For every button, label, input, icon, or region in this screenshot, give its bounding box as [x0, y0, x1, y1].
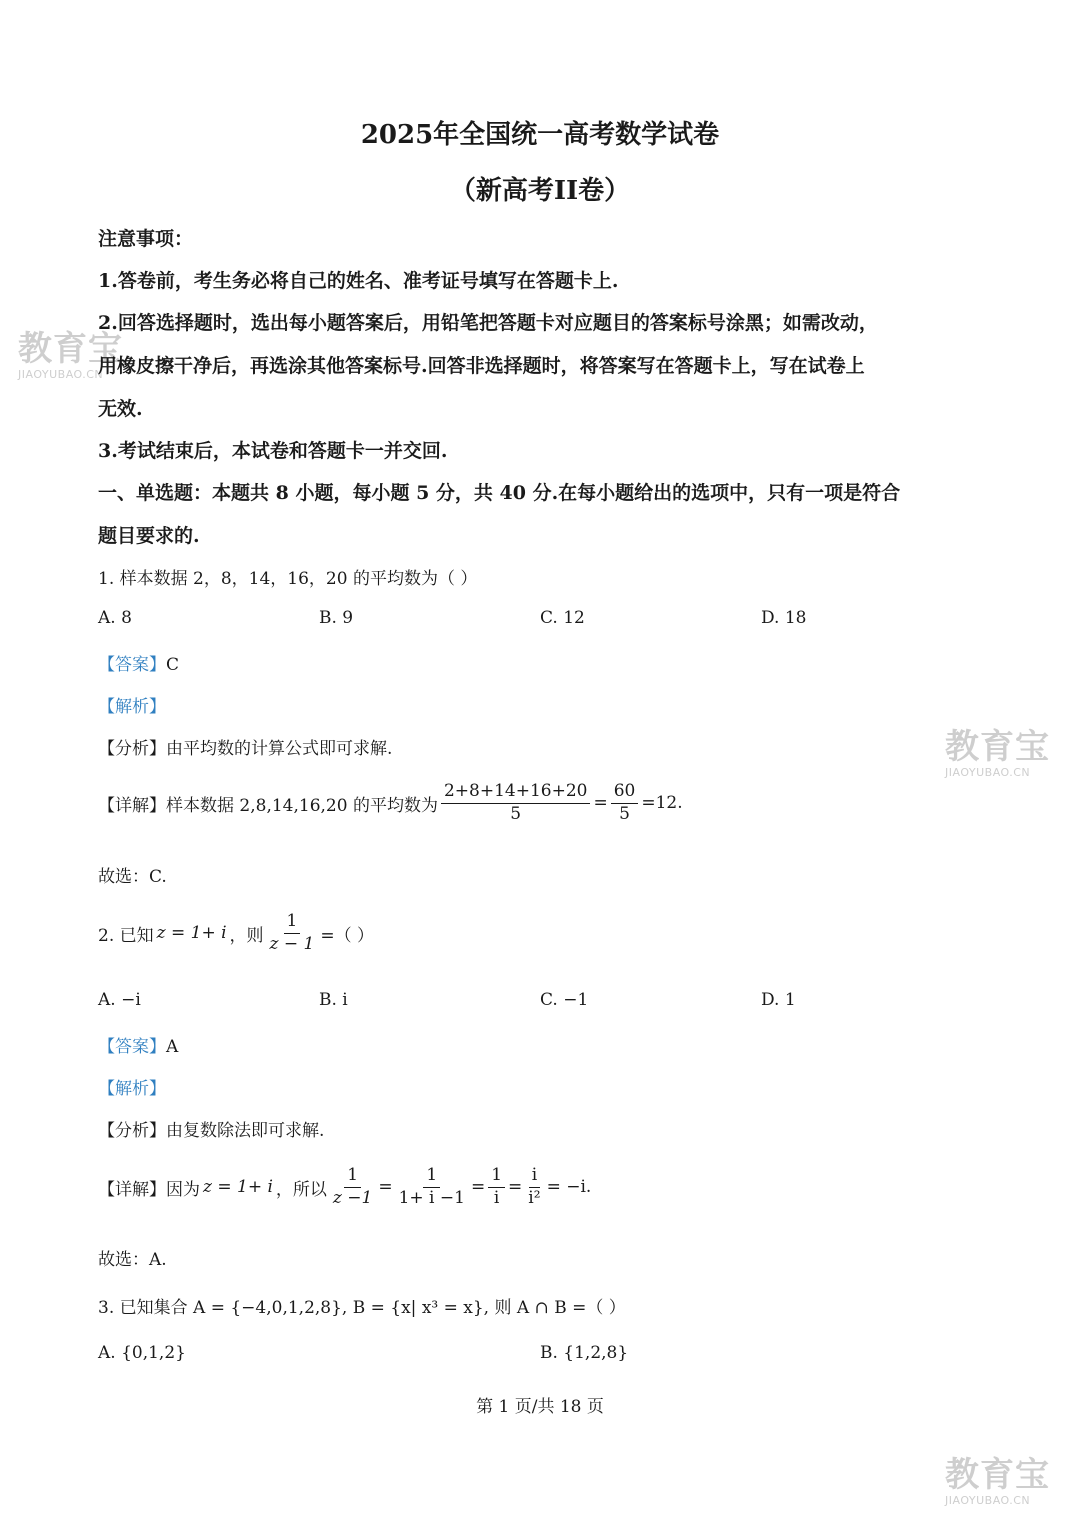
answer-value: C — [166, 655, 180, 675]
fraction-denominator: 1+ i −1 — [398, 1187, 465, 1208]
detail-z: z = 1+ i — [203, 1177, 273, 1198]
question-1-option-c: C. 12 — [540, 608, 585, 628]
question-1-analysis-tag: 【解析】 — [98, 697, 166, 717]
question-2-analysis-tag: 【解析】 — [98, 1079, 166, 1099]
question-1-fenxi: 【分析】由平均数的计算公式即可求解. — [98, 739, 393, 759]
question-1-answer — [98, 650, 179, 675]
question-1-option-d: D. 18 — [761, 608, 807, 628]
question-3-option-b: B. {1,2,8} — [540, 1343, 629, 1363]
fraction-denominator: i² — [528, 1187, 541, 1208]
fraction-sum — [441, 782, 591, 824]
watermark-main-text: 教育宝 — [18, 329, 123, 369]
detail-prefix: 【详解】因为 — [98, 1179, 200, 1200]
stem-prefix: 2. 已知 — [98, 925, 154, 946]
question-2-option-c: C. −1 — [540, 990, 589, 1010]
watermark-right-bottom — [945, 1455, 1050, 1507]
notice-item-2-line-2: 用橡皮擦干净后，再选涂其他答案标号.回答非选择题时，将答案写在答题卡上，写在试卷上 — [98, 355, 865, 377]
detail-result: = −i. — [546, 1177, 592, 1198]
fraction-total — [611, 782, 639, 824]
question-2-conclusion: 故选：A. — [98, 1250, 167, 1270]
answer-tag: 【答案】 — [98, 655, 166, 675]
question-2-option-a: A. −i — [98, 990, 141, 1010]
question-1-conclusion: 故选：C. — [98, 867, 167, 887]
fraction-numerator: 1 — [284, 912, 301, 934]
question-2-stem — [98, 912, 374, 954]
notice-item-3: 3.考试结束后，本试卷和答题卡一并交回. — [98, 440, 448, 462]
exam-subtitle: （新高考II卷） — [449, 176, 631, 206]
fraction-numerator: 1 — [344, 1166, 361, 1188]
watermark-right-middle — [945, 727, 1050, 779]
fraction-denominator: z − 1 — [269, 933, 315, 954]
detail-prefix: 【详解】样本数据 2,8,14,16,20 的平均数为 — [98, 795, 438, 816]
detail-mid: ，所以 — [275, 1179, 327, 1200]
watermark-main-text: 教育宝 — [945, 727, 1050, 767]
fraction-denominator: 5 — [619, 803, 630, 824]
notice-item-2-line-1: 2.回答选择题时，选出每小题答案后，用铅笔把答题卡对应题目的答案标号涂黑；如需改动， — [98, 312, 878, 334]
watermark-sub-text: JIAOYUBAO.CN — [18, 368, 104, 381]
stem-suffix: =（ ） — [320, 925, 375, 946]
watermark-sub-text: JIAOYUBAO.CN — [945, 766, 1031, 779]
page-number: 第 1 页/共 18 页 — [476, 1397, 604, 1417]
answer-value: A — [166, 1037, 179, 1057]
equals-sign: = — [470, 1177, 486, 1198]
equals-sign: = — [593, 793, 608, 814]
fraction-denominator: z −1 — [332, 1187, 373, 1208]
fraction-step-1 — [330, 1166, 375, 1208]
section-heading-line-1: 一、单选题：本题共 8 小题，每小题 5 分，共 40 分.在每小题给出的选项中，只有一项是符合 — [98, 482, 901, 504]
question-1-option-b: B. 9 — [319, 608, 354, 628]
fraction-numerator: 1 — [423, 1166, 440, 1188]
question-2-option-b: B. i — [319, 990, 348, 1010]
fraction-denominator: 5 — [510, 803, 522, 824]
fraction-numerator: 2+8+14+16+20 — [441, 782, 591, 804]
question-3-stem: 3. 已知集合 A = {−4,0,1,2,8}, B = {x| x³ = x}, 则 A ∩ B =（ ） — [98, 1298, 626, 1318]
fraction-step-3 — [488, 1166, 505, 1208]
stem-mid: ，则 — [229, 925, 264, 946]
fraction-numerator: 1 — [488, 1166, 505, 1188]
question-1-detail — [98, 782, 683, 824]
exam-title: 2025年全国统一高考数学试卷 — [360, 120, 720, 150]
notice-item-1: 1.答卷前，考生务必将自己的姓名、准考证号填写在答题卡上. — [98, 270, 619, 292]
fraction-step-2 — [396, 1166, 468, 1208]
fraction-denominator: i — [493, 1187, 500, 1208]
answer-tag: 【答案】 — [98, 1037, 166, 1057]
notice-item-2-line-3: 无效. — [98, 398, 143, 420]
watermark-main-text: 教育宝 — [945, 1455, 1050, 1495]
stem-z: z = 1+ i — [156, 923, 227, 944]
watermark-sub-text: JIAOYUBAO.CN — [945, 1494, 1031, 1507]
section-heading-line-2: 题目要求的. — [98, 525, 200, 547]
question-2-fenxi: 【分析】由复数除法即可求解. — [98, 1121, 325, 1141]
notice-heading: 注意事项： — [98, 228, 194, 250]
equals-sign: = — [378, 1177, 393, 1198]
question-2-detail — [98, 1166, 591, 1208]
fraction-numerator: 60 — [611, 782, 639, 804]
question-1-option-a: A. 8 — [98, 608, 132, 628]
question-1-stem: 1. 样本数据 2，8，14，16，20 的平均数为（ ） — [98, 569, 478, 589]
equals-sign: = — [508, 1177, 523, 1198]
question-2-option-d: D. 1 — [761, 990, 796, 1010]
fraction-step-4 — [525, 1166, 543, 1208]
question-2-answer — [98, 1032, 178, 1057]
detail-result: =12. — [641, 793, 683, 814]
fraction-numerator: i — [529, 1166, 540, 1188]
question-3-option-a: A. {0,1,2} — [98, 1343, 186, 1363]
fraction-question — [267, 912, 318, 954]
